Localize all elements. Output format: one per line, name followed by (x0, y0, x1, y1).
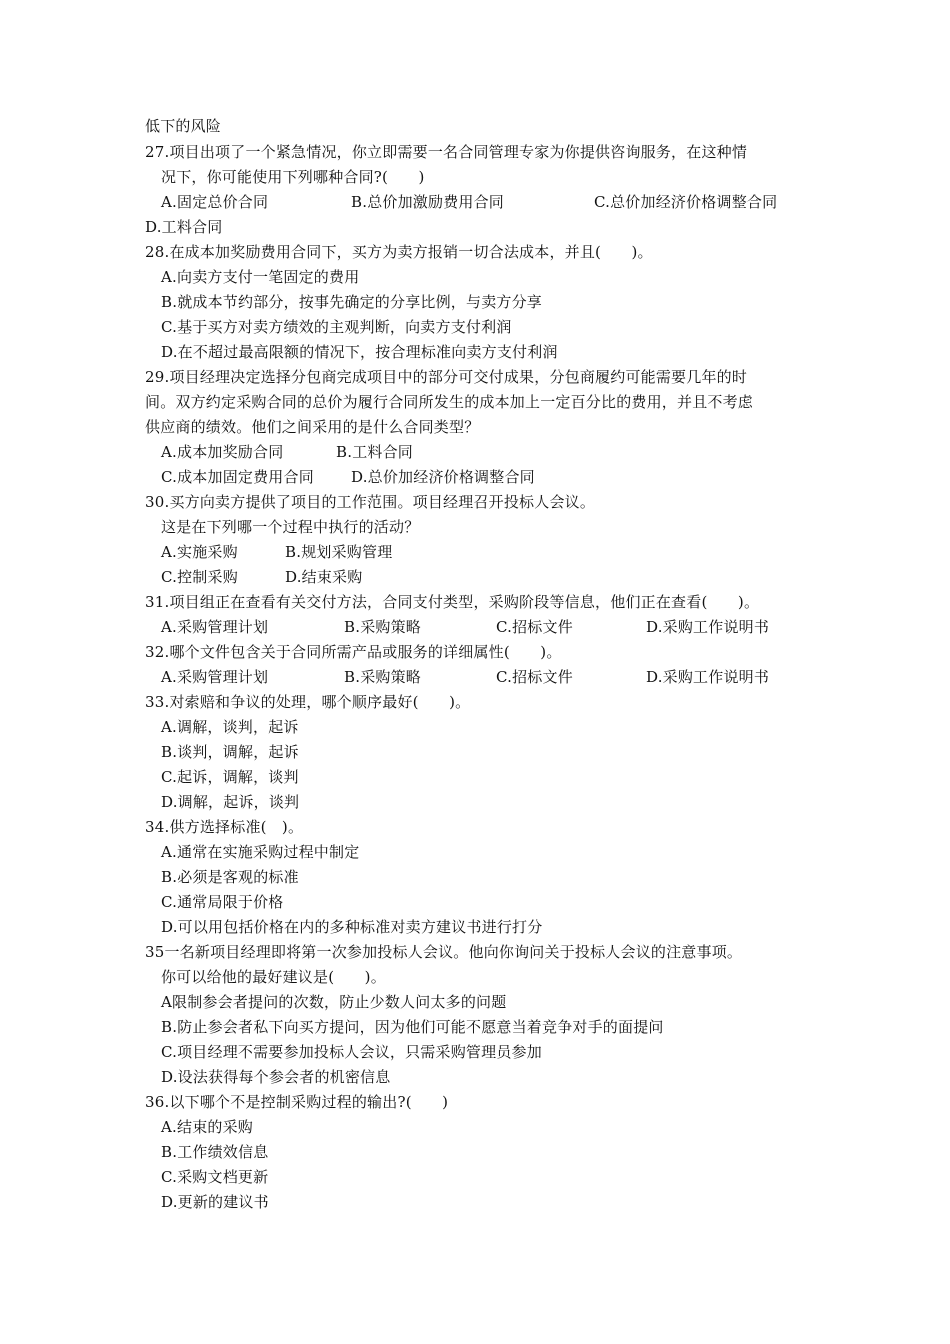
question-27-stem-line2: 况下，你可能使用下列哪种合同?( ) (161, 168, 425, 186)
question-35-option-b: B.防止参会者私下向买方提问，因为他们可能不愿意当着竞争对手的面提问 (161, 1018, 664, 1036)
question-35-option-c: C.项目经理不需要参加投标人会议，只需采购管理员参加 (161, 1043, 542, 1061)
question-35-option-a: A限制参会者提问的次数，防止少数人问太多的问题 (161, 993, 507, 1011)
question-29-option-d: D.总价加经济价格调整合同 (351, 468, 535, 486)
question-30-option-b: B.规划采购管理 (285, 543, 393, 561)
question-35-option-d: D.设法获得每个参会者的机密信息 (161, 1068, 391, 1086)
question-34-option-a: A.通常在实施采购过程中制定 (161, 843, 360, 861)
question-29-stem-line1: 29.项目经理决定选择分包商完成项目中的部分可交付成果，分包商履约可能需要几年的时 (145, 368, 748, 386)
question-35-stem-line2: 你可以给他的最好建议是( )。 (161, 968, 386, 986)
question-36-option-b: B.工作绩效信息 (161, 1143, 269, 1161)
question-27-option-d: D.工料合同 (145, 218, 223, 236)
question-27-option-b: B.总价加激励费用合同 (351, 193, 504, 211)
question-34-option-c: C.通常局限于价格 (161, 893, 284, 911)
question-30-stem-line1: 30.买方向卖方提供了项目的工作范围。项目经理召开投标人会议。 (145, 493, 596, 511)
question-32-option-d: D.采购工作说明书 (646, 668, 770, 686)
question-31-option-b: B.采购策略 (344, 618, 421, 636)
question-31-option-c: C.招标文件 (496, 618, 573, 636)
question-27-option-c: C.总价加经济价格调整合同 (594, 193, 778, 211)
question-32-option-a: A.采购管理计划 (161, 668, 269, 686)
question-33-option-a: A.调解，谈判，起诉 (161, 718, 299, 736)
question-34-option-b: B.必须是客观的标准 (161, 868, 299, 886)
question-28-option-d: D.在不超过最高限额的情况下，按合理标准向卖方支付利润 (161, 343, 558, 361)
question-29-stem-line3: 供应商的绩效。他们之间采用的是什么合同类型？ (145, 418, 480, 436)
question-29-option-a: A.成本加奖励合同 (161, 443, 284, 461)
question-30-option-a: A.实施采购 (161, 543, 238, 561)
intro-text: 低下的风险 (145, 117, 222, 135)
question-36-option-c: C.采购文档更新 (161, 1168, 269, 1186)
question-30-option-d: D.结束采购 (285, 568, 363, 586)
question-32-option-b: B.采购策略 (344, 668, 421, 686)
question-28-option-c: C.基于买方对卖方绩效的主观判断，向卖方支付利润 (161, 318, 512, 336)
question-36-option-a: A.结束的采购 (161, 1118, 254, 1136)
question-33-option-d: D.调解，起诉，谈判 (161, 793, 300, 811)
question-36-stem: 36.以下哪个不是控制采购过程的输出?( ) (145, 1093, 449, 1111)
question-27-option-a: A.固定总价合同 (161, 193, 269, 211)
question-29-option-c: C.成本加固定费用合同 (161, 468, 314, 486)
question-31-stem: 31.项目组正在查看有关交付方法，合同支付类型，采购阶段等信息，他们正在查看( )。 (145, 593, 760, 611)
question-32-stem: 32.哪个文件包含关于合同所需产品或服务的详细属性( )。 (145, 643, 562, 661)
question-30-stem-line2: 这是在下列哪一个过程中执行的活动？ (161, 518, 420, 536)
question-33-option-c: C.起诉，调解，谈判 (161, 768, 299, 786)
question-36-option-d: D.更新的建议书 (161, 1193, 269, 1211)
question-28-option-a: A.向卖方支付一笔固定的费用 (161, 268, 360, 286)
question-30-option-c: C.控制采购 (161, 568, 238, 586)
question-28-stem: 28.在成本加奖励费用合同下，买方为卖方报销一切合法成本，并且( )。 (145, 243, 653, 261)
question-33-stem: 33.对索赔和争议的处理，哪个顺序最好( )。 (145, 693, 471, 711)
question-31-option-a: A.采购管理计划 (161, 618, 269, 636)
question-29-stem-line2: 间。双方约定采购合同的总价为履行合同所发生的成本加上一定百分比的费用，并且不考虑 (145, 393, 754, 411)
question-29-option-b: B.工料合同 (336, 443, 413, 461)
question-34-option-d: D.可以用包括价格在内的多种标准对卖方建议书进行打分 (161, 918, 543, 936)
question-35-stem-line1: 35一名新项目经理即将第一次参加投标人会议。他向你询问关于投标人会议的注意事项。 (145, 943, 743, 961)
question-32-option-c: C.招标文件 (496, 668, 573, 686)
question-28-option-b: B.就成本节约部分，按事先确定的分享比例，与卖方分享 (161, 293, 542, 311)
question-34-stem: 34.供方选择标准( )。 (145, 818, 304, 836)
question-27-stem-line1: 27.项目出项了一个紧急情况，你立即需要一名合同管理专家为你提供咨询服务，在这种情 (145, 143, 748, 161)
question-31-option-d: D.采购工作说明书 (646, 618, 770, 636)
question-33-option-b: B.谈判，调解，起诉 (161, 743, 299, 761)
